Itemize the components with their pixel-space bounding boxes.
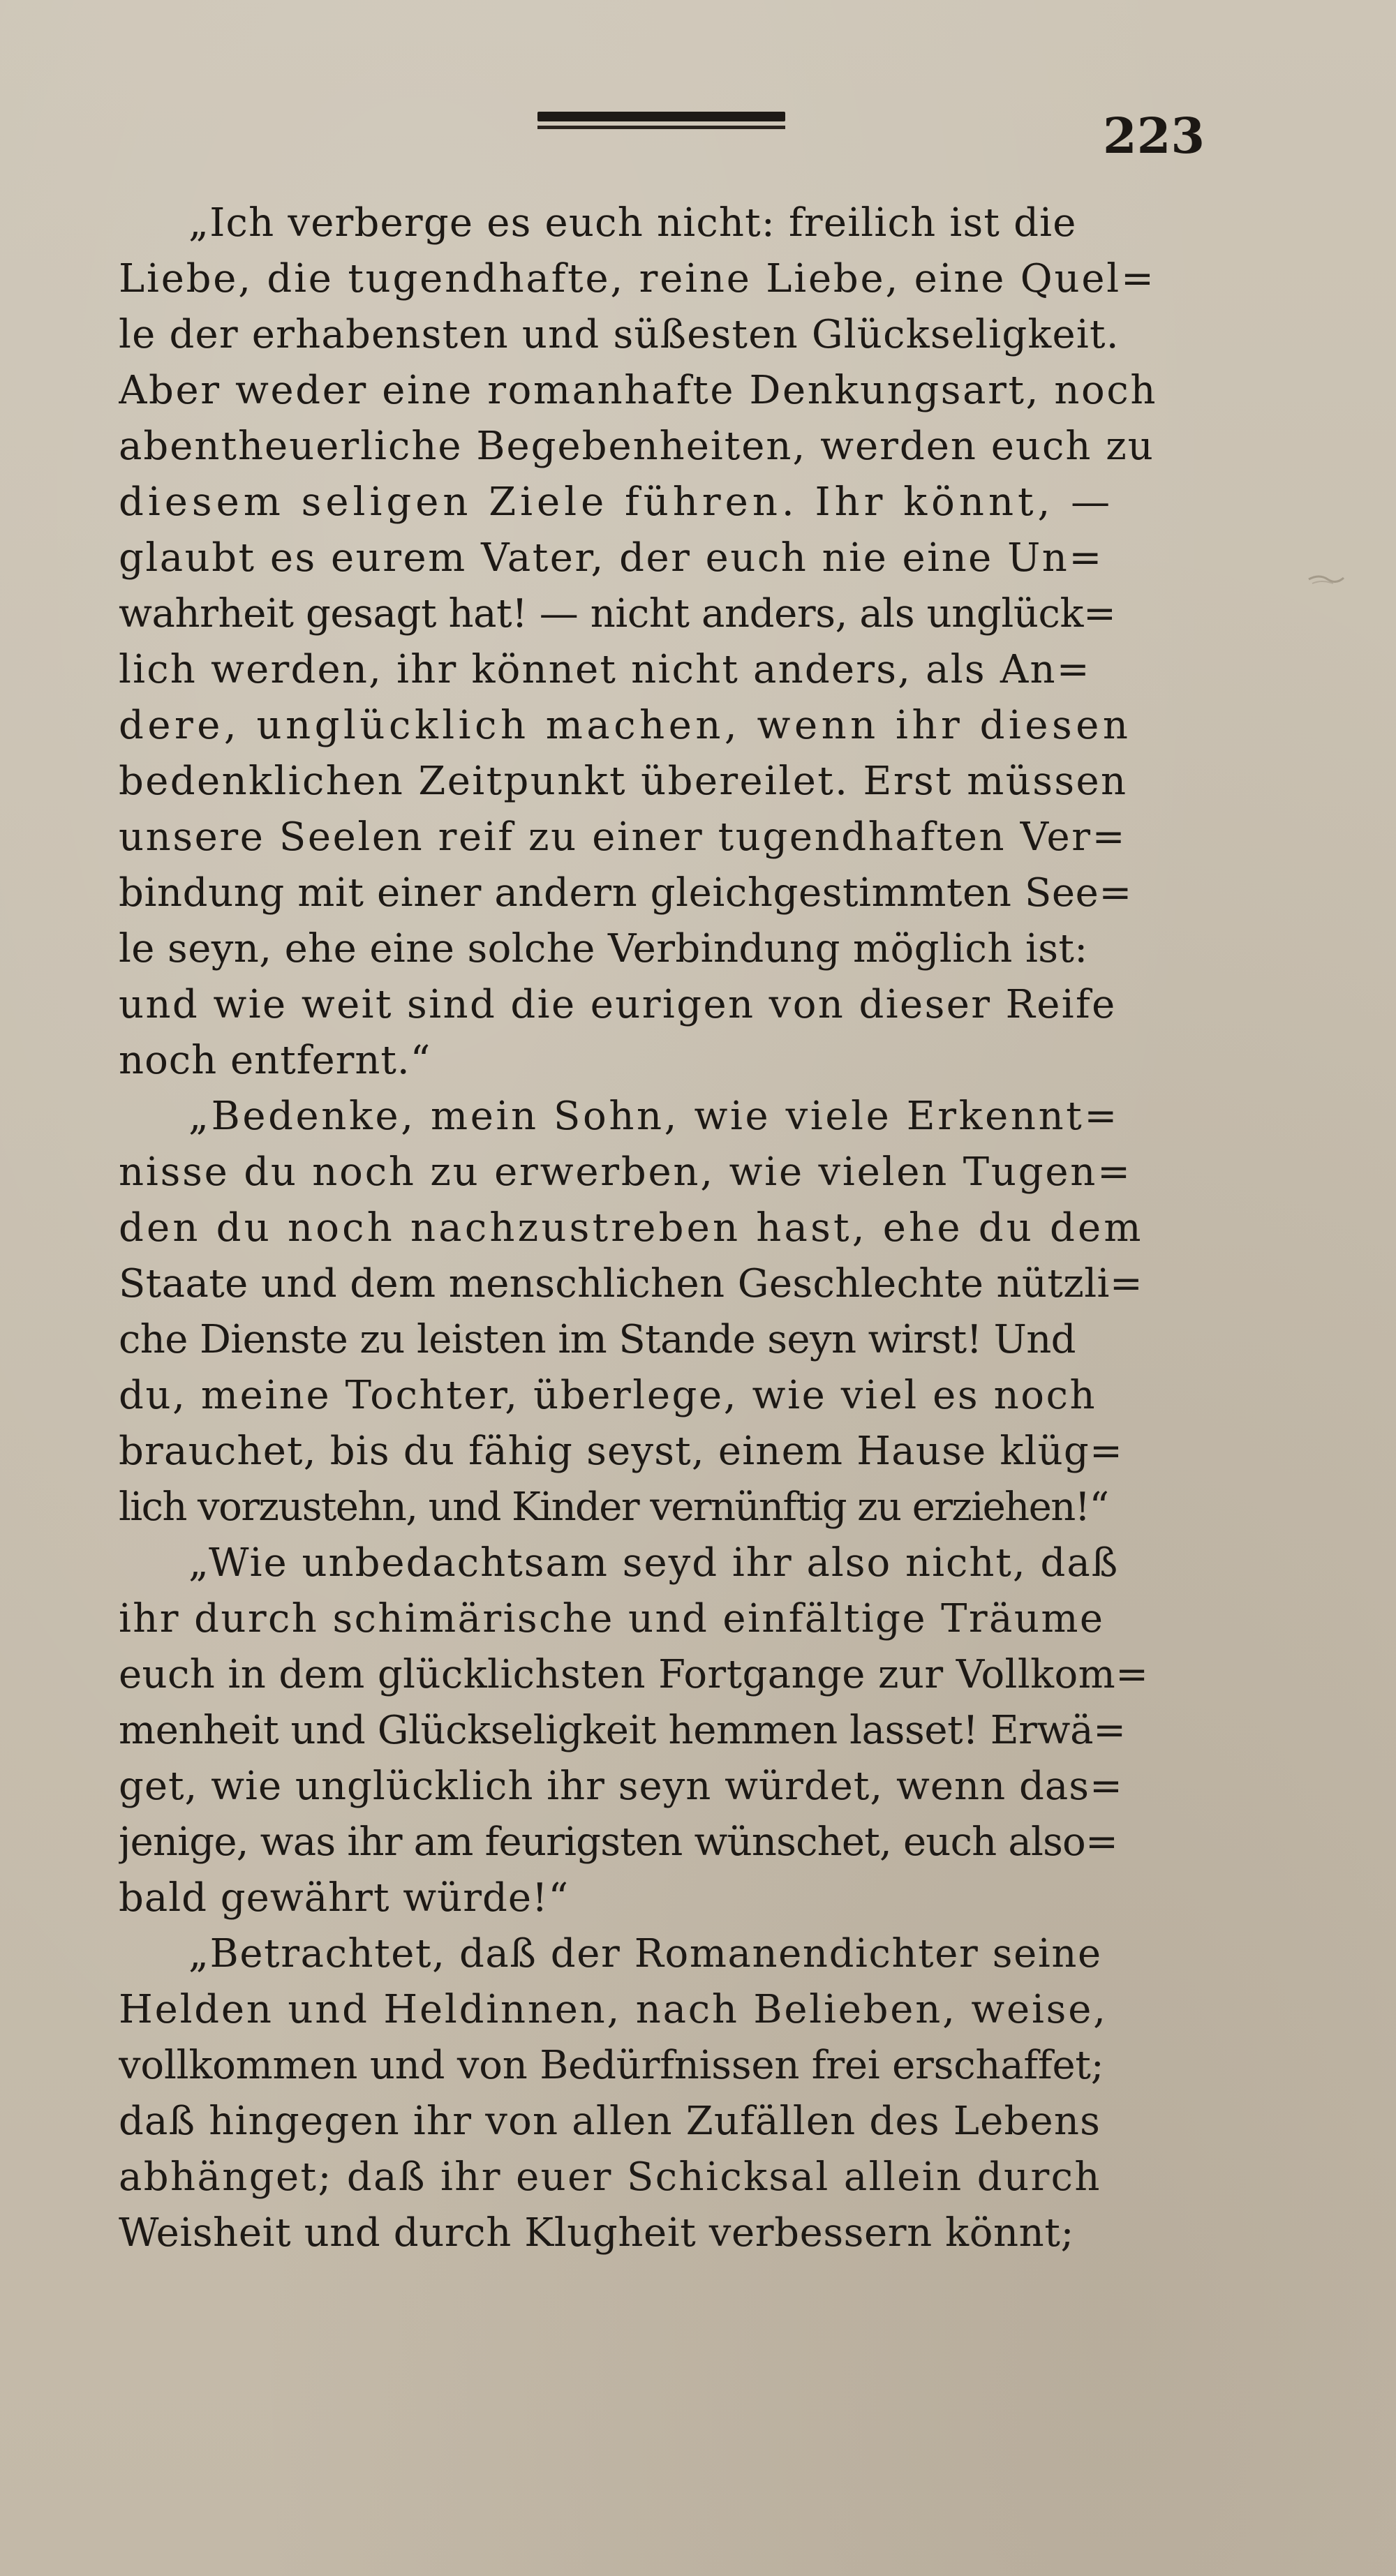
text-line: Staate und dem menschlichen Geschlechte nützli=: [119, 1261, 1143, 1306]
text-line: get, wie unglücklich ihr seyn würdet, wenn das=: [119, 1764, 1123, 1809]
text-line: le der erhabensten und süßesten Glückseligkeit.: [119, 312, 1120, 357]
text-line: und wie weit sind die eurigen von dieser Reife: [119, 982, 1117, 1027]
text-line: bedenklichen Zeitpunkt übereilet. Erst müssen: [119, 759, 1128, 804]
text-line: „Ich verberge es euch nicht: freilich ist die: [188, 200, 1077, 246]
text-line: noch entfernt.“: [119, 1038, 431, 1083]
text-line: dere, unglücklich machen, wenn ihr diesen: [119, 703, 1132, 748]
text-line: du, meine Tochter, überlege, wie viel es noch: [119, 1373, 1097, 1418]
text-line: vollkommen und von Bedürfnissen frei erschaffet;: [119, 2043, 1104, 2088]
text-line: Aber weder eine romanhafte Denkungsart, noch: [119, 368, 1157, 413]
page-number: 223: [1103, 107, 1205, 165]
text-line: lich werden, ihr könnet nicht anders, als An=: [119, 647, 1091, 692]
text-line: brauchet, bis du fähig seyst, einem Hause klüg=: [119, 1429, 1124, 1474]
text-line: glaubt es eurem Vater, der euch nie eine Un=: [119, 535, 1104, 581]
text-line: Weisheit und durch Klugheit verbessern könnt;: [119, 2210, 1074, 2256]
header-rule: [537, 112, 785, 135]
text-line: abhänget; daß ihr euer Schicksal allein durch: [119, 2154, 1101, 2200]
margin-smudge: [1305, 558, 1347, 600]
header-rule-thick: [537, 112, 785, 121]
text-line: „Wie unbedachtsam seyd ihr also nicht, daß: [188, 1540, 1120, 1586]
text-line: nisse du noch zu erwerben, wie vielen Tugen=: [119, 1149, 1132, 1195]
text-line: „Bedenke, mein Sohn, wie viele Erkennt=: [188, 1094, 1120, 1139]
text-line: wahrheit gesagt hat! — nicht anders, als unglück=: [119, 591, 1116, 636]
text-line: jenige, was ihr am feurigsten wünschet, euch also=: [119, 1819, 1118, 1865]
text-line: „Betrachtet, daß der Romanendichter seine: [188, 1931, 1102, 1976]
text-line: den du noch nachzustreben hast, ehe du dem: [119, 1205, 1144, 1251]
text-line: daß hingegen ihr von allen Zufällen des Lebens: [119, 2099, 1101, 2144]
text-line: unsere Seelen reif zu einer tugendhaften Ver=: [119, 814, 1127, 860]
text-line: menheit und Glückseligkeit hemmen lasset! Erwä=: [119, 1708, 1126, 1753]
text-line: diesem seligen Ziele führen. Ihr könnt, —: [119, 479, 1115, 525]
header-rule-thin: [537, 126, 785, 129]
body-text: [119, 195, 1235, 2275]
text-line: lich vorzustehn, und Kinder vernünftig zu erziehen!“: [119, 1484, 1108, 1530]
text-line: ihr durch schimärische und einfältige Träume: [119, 1596, 1105, 1641]
text-line: le seyn, ehe eine solche Verbindung möglich ist:: [119, 926, 1088, 971]
text-line: euch in dem glücklichsten Fortgange zur Vollkom=: [119, 1652, 1149, 1697]
text-line: bald gewährt würde!“: [119, 1875, 570, 1921]
text-line: Helden und Heldinnen, nach Belieben, weise,: [119, 1987, 1108, 2032]
text-line: bindung mit einer andern gleichgestimmten See=: [119, 870, 1132, 916]
text-line: che Dienste zu leisten im Stande seyn wirst! Und: [119, 1317, 1076, 1362]
text-line: abentheuerliche Begebenheiten, werden euch zu: [119, 424, 1154, 469]
text-line: Liebe, die tugendhafte, reine Liebe, eine Quel=: [119, 256, 1156, 301]
